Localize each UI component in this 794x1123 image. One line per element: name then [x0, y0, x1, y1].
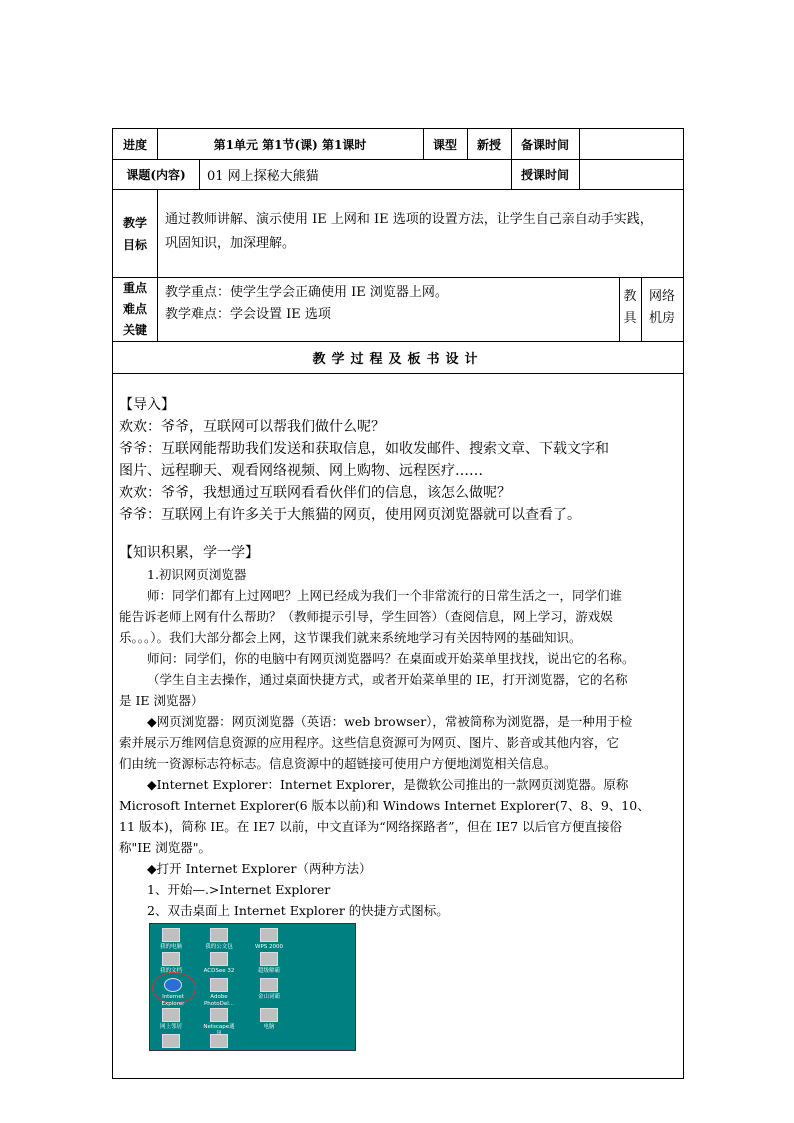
desktop-screenshot — [149, 923, 356, 1051]
knowledge-line: 1、开始—.>Internet Explorer — [147, 882, 331, 897]
knowledge-line: 索并展示万维网信息资源的应用程序。这些信息资源可为网页、图片、影音或其他内容，它 — [119, 735, 620, 750]
teaching-focus: 教学重点：使学生学会正确使用 IE 浏览器上网。 — [165, 285, 448, 300]
progress-label: 进度 — [122, 137, 147, 152]
tools-value: 网络 机房 — [648, 289, 675, 326]
intro-line: 图片、远程聊天、观看网络视频、网上购物、远程医疗…… — [119, 463, 483, 479]
teach-time-value — [579, 160, 683, 189]
computer-icon: 电脑 — [252, 1008, 286, 1031]
knowledge-line: 11 版本)，简称 IE。在 IE7 以前，中文直译为“网络探路者”，但在 IE7 以后官方便直接俗 — [119, 819, 622, 834]
knowledge-line: 师问：同学们，你的电脑中有网页浏览器吗？在桌面或开始菜单里找找，说出它的名称。 — [147, 651, 635, 666]
intro-line: 欢欢：爷爷，互联网可以帮我们做什么呢？ — [119, 419, 385, 435]
knowledge-heading: 【知识积累，学一学】 — [119, 545, 259, 561]
acdsee-icon: ACDSee 32 — [202, 952, 236, 975]
my-documents-icon: 我的文档 — [154, 952, 188, 975]
process-title-row — [113, 342, 683, 374]
knowledge-line: Microsoft Internet Explorer(6 版本以前)和 Windows Internet Explorer(7、8、9、10、 — [119, 798, 650, 813]
lesson-plan-table — [112, 128, 684, 1079]
intro-line: 爷爷：互联网上有许多关于大熊猫的网页，使用网页浏览器就可以查看了。 — [119, 507, 581, 523]
topic-value: 01 网上探秘大熊猫 — [207, 169, 319, 184]
progress-value: 第1单元 第1节(课) 第1课时 — [213, 137, 367, 152]
intro-line: 欢欢：爷爷，我想通过互联网看看伙伴们的信息，该怎么做呢？ — [119, 485, 511, 501]
topic-label: 课题(内容) — [126, 168, 186, 182]
goals-row — [113, 190, 683, 278]
network-icon: 网上邻居 — [154, 1008, 188, 1031]
knowledge-line: 乐。。。）。我们大部分都会上网，这节课我们就来系统地学习有关因特网的基础知识。 — [119, 630, 582, 645]
knowledge-line: 1.初识网页浏览器 — [147, 567, 247, 582]
topic-row — [113, 160, 683, 190]
knowledge-line: 师：同学们都有上过网吧？上网已经成为我们一个非常流行的日常生活之一，同学们谁 — [147, 588, 623, 603]
wps-icon: WPS 2000 — [252, 928, 286, 951]
knowledge-line: 2、双击桌面上 Internet Explorer 的快捷方式图标。 — [147, 903, 449, 918]
lesson-type-label: 课型 — [432, 137, 457, 152]
adobe-icon: Adobe PhotoDel... — [202, 978, 236, 1008]
key-points-row — [113, 278, 683, 342]
briefcase-icon: 我的公文包 — [202, 928, 236, 951]
knowledge-line: ◆网页浏览器：网页浏览器（英语：web browser），常被简称为浏览器，是一种用于检 — [147, 714, 633, 729]
internet-explorer-icon[interactable]: Internet Explorer — [156, 978, 190, 1008]
my-computer-icon: 我的电脑 — [154, 928, 188, 951]
key-points-label: 重点 难点 关键 — [122, 281, 147, 337]
teaching-difficulty: 教学难点：学会设置 IE 选项 — [165, 307, 331, 322]
teach-time-label: 授课时间 — [520, 168, 569, 182]
partial-icon — [154, 1034, 188, 1050]
goals-text: 通过教师讲解、演示使用 IE 上网和 IE 选项的设置方法，让学生自己亲自动手实践， 巩固知识，加深理解。 — [165, 212, 653, 251]
goals-label: 教学 目标 — [122, 216, 147, 252]
knowledge-line: 是 IE 浏览器） — [119, 693, 204, 708]
intro-line: 爷爷：互联网能帮助我们发送和获取信息，如收发邮件、搜索文章、下载文字和 — [119, 441, 609, 457]
lesson-type-value: 新授 — [476, 137, 501, 152]
intro-heading: 【导入】 — [119, 397, 175, 413]
prep-time-label: 备课时间 — [520, 137, 569, 152]
key-points-text — [165, 282, 448, 326]
tools-label: 教 具 — [623, 289, 637, 326]
knowledge-line: ◆Internet Explorer：Internet Explorer，是微软公司推出的一款网页浏览器。原称 — [147, 777, 629, 792]
player-icon: 超级解霸 — [252, 952, 286, 975]
knowledge-line: 们由统一资源标志符标志。信息资源中的超链接可使用户方便地浏览相关信息。 — [119, 756, 557, 771]
partial-icon — [202, 1034, 236, 1050]
knowledge-line: 能告诉老师上网有什么帮助？（教师提示引导，学生回答）（查阅信息，网上学习，游戏娱 — [119, 609, 613, 624]
knowledge-line: ◆打开 Internet Explorer（两种方法） — [147, 861, 372, 876]
prep-time-value — [579, 129, 683, 159]
progress-row — [113, 129, 683, 160]
process-title: 教学过程及板书设计 — [312, 352, 484, 367]
dictionary-icon: 金山词霸 — [252, 978, 286, 1001]
netscape-icon: Netscape通 — [202, 1008, 236, 1038]
knowledge-line: 称"IE 浏览器"。 — [119, 840, 212, 855]
process-body — [119, 394, 679, 921]
knowledge-line: （学生自主去操作，通过桌面快捷方式，或者开始菜单里的 IE，打开浏览器，它的名称 — [147, 672, 628, 687]
